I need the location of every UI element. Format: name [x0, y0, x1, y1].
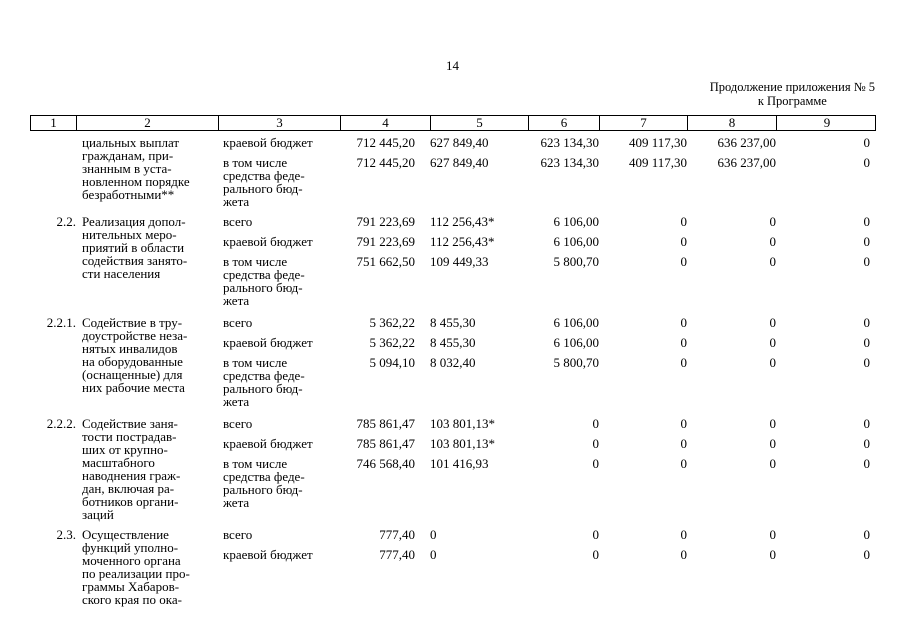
funding-source: краевой бюджет: [223, 135, 313, 150]
value-col-4: 791 223,69: [356, 214, 415, 229]
caption-line-1: Продолжение приложения № 5: [709, 80, 875, 94]
header-col-6: 6: [529, 116, 600, 130]
value-col-6: 6 106,00: [553, 335, 599, 350]
value-col-7: 0: [680, 456, 687, 471]
header-col-9: 9: [823, 115, 831, 130]
header-col-5: 5: [431, 116, 529, 130]
value-col-8: 0: [769, 214, 776, 229]
value-col-5: 627 849,40: [430, 135, 489, 150]
value-col-5: 101 416,93: [430, 456, 489, 471]
value-col-5: 8 455,30: [430, 335, 476, 350]
value-col-5: 109 449,33: [430, 254, 489, 269]
value-col-7: 0: [680, 315, 687, 330]
value-col-9: 0: [863, 315, 870, 330]
value-col-4: 5 362,22: [369, 335, 415, 350]
value-col-6: 0: [592, 527, 599, 542]
value-col-5: 627 849,40: [430, 155, 489, 170]
value-col-9: 0: [863, 135, 870, 150]
caption-line-2: к Программе: [757, 94, 827, 108]
value-col-6: 6 106,00: [553, 214, 599, 229]
value-col-4: 777,40: [379, 527, 415, 542]
value-col-8: 0: [769, 355, 776, 370]
header-col-4: 4: [341, 116, 431, 130]
value-col-8: 0: [769, 335, 776, 350]
value-col-7: 0: [680, 214, 687, 229]
value-col-8: 0: [769, 527, 776, 542]
value-col-7: 0: [680, 355, 687, 370]
value-col-8: 0: [769, 254, 776, 269]
funding-source: краевой бюджет: [223, 234, 313, 249]
value-col-9: 0: [863, 416, 870, 431]
row-title: Осуществление функций уполно- моченного органа по реализации про- граммы Хабаров- ского края по ока-: [82, 527, 190, 607]
value-col-9: 0: [863, 335, 870, 350]
value-col-5: 112 256,43*: [430, 234, 495, 249]
value-col-5: 8 032,40: [430, 355, 476, 370]
value-col-6: 623 134,30: [540, 155, 599, 170]
value-col-7: 0: [680, 436, 687, 451]
value-col-5: 0: [430, 547, 437, 562]
value-col-4: 791 223,69: [356, 234, 415, 249]
funding-source: краевой бюджет: [223, 547, 313, 562]
row-number: 2.2.: [56, 214, 76, 229]
page-number: 14: [446, 58, 459, 73]
value-col-9: 0: [863, 355, 870, 370]
value-col-5: 103 801,13*: [430, 416, 495, 431]
value-col-6: 0: [592, 456, 599, 471]
value-col-4: 746 568,40: [356, 456, 415, 471]
value-col-9: 0: [863, 547, 870, 562]
row-title: Содействие заня- тости пострадав- ших от крупно- масштабного наводнения граж- дан, включая ра- ботников органи- заций: [82, 416, 181, 522]
funding-source: всего: [223, 214, 253, 229]
appendix-caption: [710, 80, 875, 108]
value-col-8: 0: [769, 315, 776, 330]
table-header: [30, 115, 876, 131]
value-col-8: 0: [769, 547, 776, 562]
value-col-7: 0: [680, 234, 687, 249]
value-col-6: 6 106,00: [553, 234, 599, 249]
header-col-8: 8: [688, 116, 777, 130]
value-col-9: 0: [863, 155, 870, 170]
value-col-8: 0: [769, 456, 776, 471]
value-col-7: 0: [680, 335, 687, 350]
value-col-6: 623 134,30: [540, 135, 599, 150]
funding-source: в том числе средства феде- рального бюд- жета: [223, 456, 305, 510]
funding-source: всего: [223, 527, 253, 542]
value-col-4: 5 362,22: [369, 315, 415, 330]
funding-source: в том числе средства феде- рального бюд- жета: [223, 155, 305, 209]
header-col-3: 3: [219, 116, 341, 130]
value-col-9: 0: [863, 254, 870, 269]
value-col-9: 0: [863, 234, 870, 249]
value-col-7: 0: [680, 547, 687, 562]
value-col-5: 8 455,30: [430, 315, 476, 330]
funding-source: всего: [223, 315, 253, 330]
row-number: 2.2.1.: [46, 315, 76, 330]
value-col-8: 636 237,00: [717, 155, 776, 170]
value-col-6: 5 800,70: [553, 254, 599, 269]
value-col-8: 636 237,00: [717, 135, 776, 150]
value-col-9: 0: [863, 436, 870, 451]
row-title: циальных выплат гражданам, при- знанным в уста- новленном порядке безработными**: [82, 135, 190, 202]
funding-source: всего: [223, 416, 253, 431]
value-col-4: 751 662,50: [356, 254, 415, 269]
value-col-9: 0: [863, 527, 870, 542]
value-col-7: 409 117,30: [628, 155, 687, 170]
value-col-6: 6 106,00: [553, 315, 599, 330]
row-number: 2.2.2.: [46, 416, 76, 431]
header-col-1: 1: [31, 116, 77, 130]
value-col-4: 712 445,20: [356, 135, 415, 150]
funding-source: краевой бюджет: [223, 335, 313, 350]
value-col-5: 0: [430, 527, 437, 542]
row-title: Реализация допол- нительных меро- приятий в области содействия занято- сти населения: [82, 214, 188, 281]
value-col-8: 0: [769, 416, 776, 431]
value-col-8: 0: [769, 234, 776, 249]
header-col-7: 7: [600, 116, 688, 130]
value-col-9: 0: [863, 456, 870, 471]
value-col-9: 0: [863, 214, 870, 229]
value-col-8: 0: [769, 436, 776, 451]
value-col-6: 0: [592, 416, 599, 431]
row-number: 2.3.: [56, 527, 76, 542]
value-col-6: 5 800,70: [553, 355, 599, 370]
value-col-7: 0: [680, 527, 687, 542]
value-col-4: 5 094,10: [369, 355, 415, 370]
value-col-5: 103 801,13*: [430, 436, 495, 451]
value-col-4: 777,40: [379, 547, 415, 562]
value-col-6: 0: [592, 436, 599, 451]
value-col-5: 112 256,43*: [430, 214, 495, 229]
header-col-2: 2: [77, 116, 219, 130]
funding-source: краевой бюджет: [223, 436, 313, 451]
value-col-7: 0: [680, 254, 687, 269]
row-title: Содействие в тру- доустройстве неза- нятых инвалидов на оборудованные (оснащенные) для них рабочие места: [82, 315, 188, 395]
funding-source: в том числе средства феде- рального бюд- жета: [223, 254, 305, 308]
funding-source: в том числе средства феде- рального бюд- жета: [223, 355, 305, 409]
value-col-7: 0: [680, 416, 687, 431]
value-col-4: 712 445,20: [356, 155, 415, 170]
value-col-6: 0: [592, 547, 599, 562]
value-col-4: 785 861,47: [356, 436, 415, 451]
value-col-7: 409 117,30: [628, 135, 687, 150]
value-col-4: 785 861,47: [356, 416, 415, 431]
